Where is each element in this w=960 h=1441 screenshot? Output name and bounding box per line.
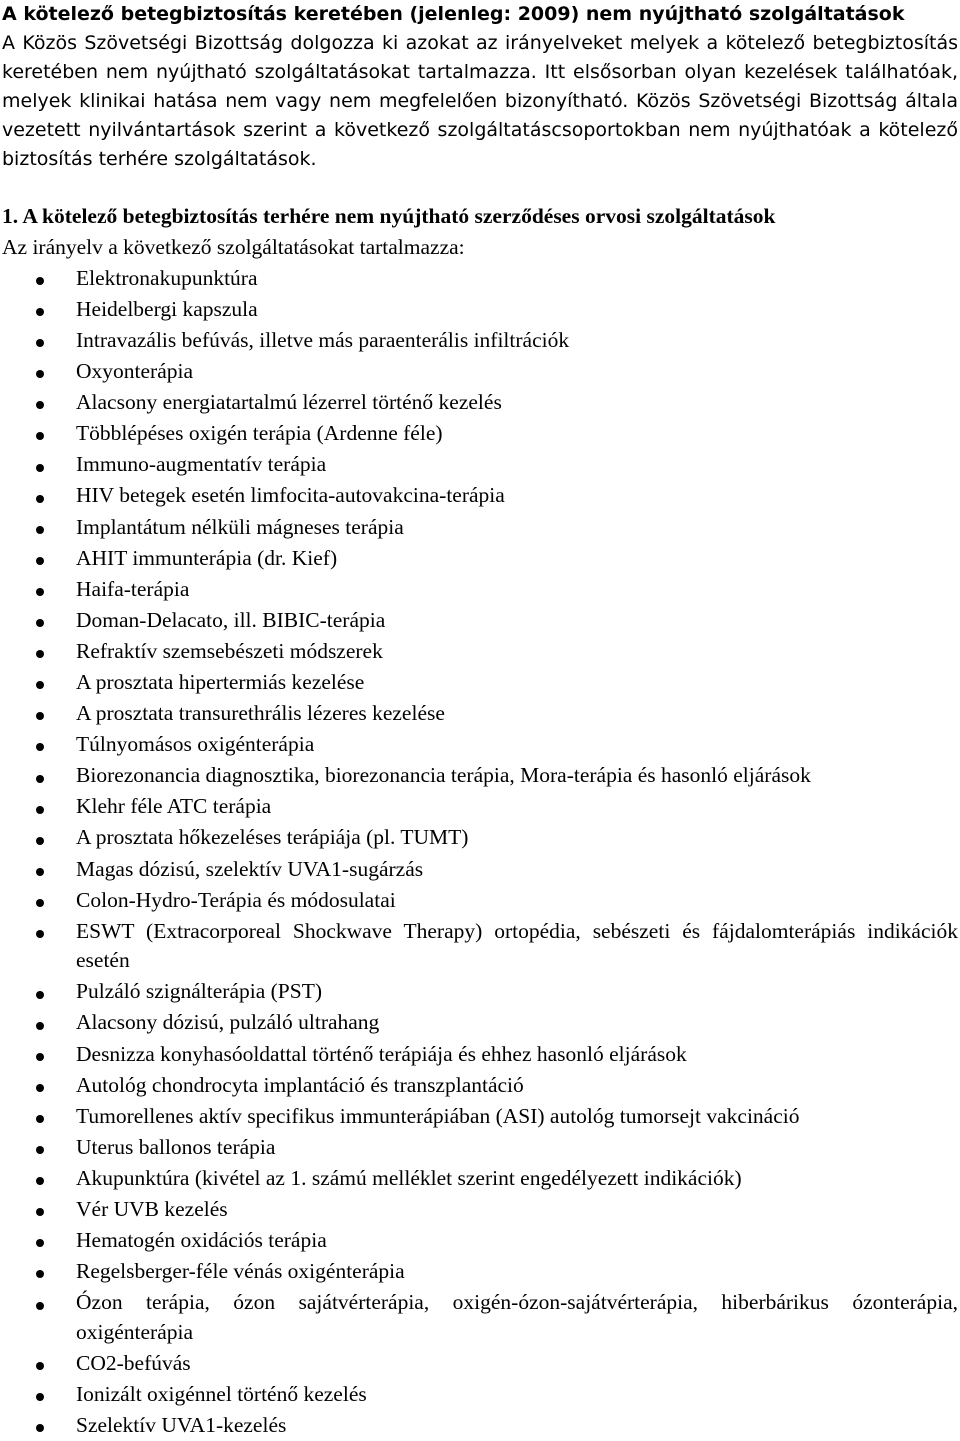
list-item-text: Desnizza konyhasóoldattal történő terápiája és ehhez hasonló eljárások xyxy=(76,1041,687,1066)
list-item-text: Magas dózisú, szelektív UVA1-sugárzás xyxy=(76,856,424,881)
list-item xyxy=(2,854,958,885)
bullet-icon xyxy=(36,1053,44,1061)
bullet-icon xyxy=(36,681,44,689)
bullet-icon xyxy=(36,712,44,720)
list-item-text: Biorezonancia diagnosztika, biorezonancia terápia, Mora-terápia és hasonló eljárások xyxy=(76,763,811,788)
bullet-icon xyxy=(36,1146,44,1154)
bullet-icon xyxy=(36,370,44,378)
bullet-icon xyxy=(36,1084,44,1092)
list-item xyxy=(2,823,958,854)
list-item xyxy=(2,792,958,823)
list-item xyxy=(2,1348,958,1379)
section-paragraph: A Közös Szövetségi Bizottság dolgozza ki azokat az irányelveket melyek a kötelező betegbiztosítás keretében nem nyújtható szolgáltatásokat tartalmazza. Itt elsősorban olyan kezelések találhatóak, melyek klinikai hatása nem vagy nem megfelelően bizonyítható. Közös Szövetségi Bizottság általa vezetett nyilvántartások szerint a következő szolgáltatáscsoportokban nem nyújthatóak a kötelező biztosítás terhére szolgáltatások. xyxy=(2,32,958,170)
list-item xyxy=(2,1225,958,1256)
list-item xyxy=(2,294,958,325)
bullet-icon xyxy=(36,650,44,658)
list-item-text: ESWT (Extracorporeal Shockwave Therapy) ortopédia, sebészeti és fájdalomterápiás indikációk esetén xyxy=(76,918,958,973)
list-item-text: Regelsberger-féle vénás oxigénterápia xyxy=(76,1259,405,1284)
list-item-text: Elektronakupunktúra xyxy=(76,265,258,290)
services-intro: Az irányelv a következő szolgáltatásokat tartalmazza: xyxy=(2,235,465,259)
section-intro xyxy=(2,0,958,174)
list-item xyxy=(2,1132,958,1163)
list-item xyxy=(2,667,958,698)
section-services xyxy=(2,201,958,1441)
list-item xyxy=(2,325,958,356)
list-item xyxy=(2,885,958,916)
list-item xyxy=(2,1288,958,1349)
list-item xyxy=(2,977,958,1008)
list-item-text: HIV betegek esetén limfocita-autovakcina-terápia xyxy=(76,483,505,508)
bullet-icon xyxy=(36,1115,44,1123)
list-item xyxy=(2,1101,958,1132)
section-heading: A kötelező betegbiztosítás keretében (jelenleg: 2009) nem nyújtható szolgáltatások xyxy=(2,3,905,25)
list-item-text: Ionizált oxigénnel történő kezelés xyxy=(76,1381,367,1406)
list-item xyxy=(2,263,958,294)
list-item xyxy=(2,1039,958,1070)
list-item-text: Immuno-augmentatív terápia xyxy=(76,452,327,477)
bullet-icon xyxy=(36,526,44,534)
list-item xyxy=(2,1163,958,1194)
list-item xyxy=(2,1256,958,1287)
list-item-text: A prosztata hőkezeléses terápiája (pl. TUMT) xyxy=(76,825,469,850)
list-item xyxy=(2,543,958,574)
bullet-icon xyxy=(36,1022,44,1030)
bullet-icon xyxy=(36,1177,44,1185)
list-item xyxy=(2,605,958,636)
bullet-icon xyxy=(36,868,44,876)
bullet-icon xyxy=(36,619,44,627)
list-item xyxy=(2,761,958,792)
list-item xyxy=(2,916,958,977)
bullet-icon xyxy=(36,1208,44,1216)
list-item-text: CO2-befúvás xyxy=(76,1350,191,1375)
bullet-icon xyxy=(36,991,44,999)
bullet-icon xyxy=(36,899,44,907)
list-item xyxy=(2,636,958,667)
bullet-icon xyxy=(36,495,44,503)
list-item-text: AHIT immunterápia (dr. Kief) xyxy=(76,545,338,570)
list-item-text: Haifa-terápia xyxy=(76,576,190,601)
bullet-icon xyxy=(36,308,44,316)
bullet-icon xyxy=(36,806,44,814)
list-item-text: Klehr féle ATC terápia xyxy=(76,794,272,819)
bullet-icon xyxy=(36,930,44,938)
list-item-text: Túlnyomásos oxigénterápia xyxy=(76,732,315,757)
list-item xyxy=(2,481,958,512)
bullet-icon xyxy=(36,1302,44,1310)
list-item xyxy=(2,387,958,418)
list-item xyxy=(2,512,958,543)
list-item xyxy=(2,1379,958,1410)
list-item-text: Uterus ballonos terápia xyxy=(76,1134,276,1159)
bullet-icon xyxy=(36,1393,44,1401)
bullet-icon xyxy=(36,432,44,440)
bullet-icon xyxy=(36,588,44,596)
bullet-icon xyxy=(36,1362,44,1370)
list-item-text: Autológ chondrocyta implantáció és transzplantáció xyxy=(76,1072,524,1097)
list-item-text: Szelektív UVA1-kezelés xyxy=(76,1413,287,1438)
bullet-icon xyxy=(36,557,44,565)
list-item xyxy=(2,450,958,481)
bullet-icon xyxy=(36,1239,44,1247)
list-item-text: Hematogén oxidációs terápia xyxy=(76,1228,327,1253)
list-item-text: Doman-Delacato, ill. BIBIC-terápia xyxy=(76,607,386,632)
bullet-icon xyxy=(36,1424,44,1432)
list-item-text: Ózon terápia, ózon sajátvérterápia, oxigén-ózon-sajátvérterápia, hiberbárikus ózonterápia, oxigénterápia xyxy=(76,1290,958,1344)
bullet-icon xyxy=(36,837,44,845)
list-item xyxy=(2,1008,958,1039)
bullet-icon xyxy=(36,464,44,472)
bullet-icon xyxy=(36,277,44,285)
list-item-text: Alacsony energiatartalmú lézerrel történő kezelés xyxy=(76,390,502,415)
services-list xyxy=(2,263,958,1441)
list-item-text: Heidelbergi kapszula xyxy=(76,296,258,321)
list-item-text: Oxyonterápia xyxy=(76,359,194,384)
list-item xyxy=(2,356,958,387)
list-item-text: Implantátum nélküli mágneses terápia xyxy=(76,514,404,539)
list-item xyxy=(2,574,958,605)
list-item xyxy=(2,1070,958,1101)
list-item xyxy=(2,698,958,729)
bullet-icon xyxy=(36,339,44,347)
list-item xyxy=(2,1194,958,1225)
bullet-icon xyxy=(36,743,44,751)
list-item-text: Refraktív szemsebészeti módszerek xyxy=(76,638,383,663)
list-item-text: Pulzáló szignálterápia (PST) xyxy=(76,979,322,1004)
list-item-text: Vér UVB kezelés xyxy=(76,1197,228,1222)
list-item-text: Akupunktúra (kivétel az 1. számú melléklet szerint engedélyezett indikációk) xyxy=(76,1165,742,1190)
list-item-text: Alacsony dózisú, pulzáló ultrahang xyxy=(76,1010,380,1035)
list-item-text: Többlépéses oxigén terápia (Ardenne féle) xyxy=(76,421,443,446)
bullet-icon xyxy=(36,775,44,783)
list-item xyxy=(2,729,958,760)
list-item-text: Tumorellenes aktív specifikus immunterápiában (ASI) autológ tumorsejt vakcináció xyxy=(76,1103,800,1128)
list-item-text: A prosztata transurethrális lézeres kezelése xyxy=(76,701,445,726)
services-heading: 1. A kötelező betegbiztosítás terhére nem nyújtható szerződéses orvosi szolgáltatások xyxy=(2,204,776,228)
list-item xyxy=(2,1410,958,1441)
list-item xyxy=(2,418,958,449)
list-item-text: A prosztata hipertermiás kezelése xyxy=(76,670,365,695)
list-item-text: Intravazális befúvás, illetve más paraenterális infiltrációk xyxy=(76,327,570,352)
bullet-icon xyxy=(36,1270,44,1278)
list-item-text: Colon-Hydro-Terápia és módosulatai xyxy=(76,887,396,912)
bullet-icon xyxy=(36,401,44,409)
